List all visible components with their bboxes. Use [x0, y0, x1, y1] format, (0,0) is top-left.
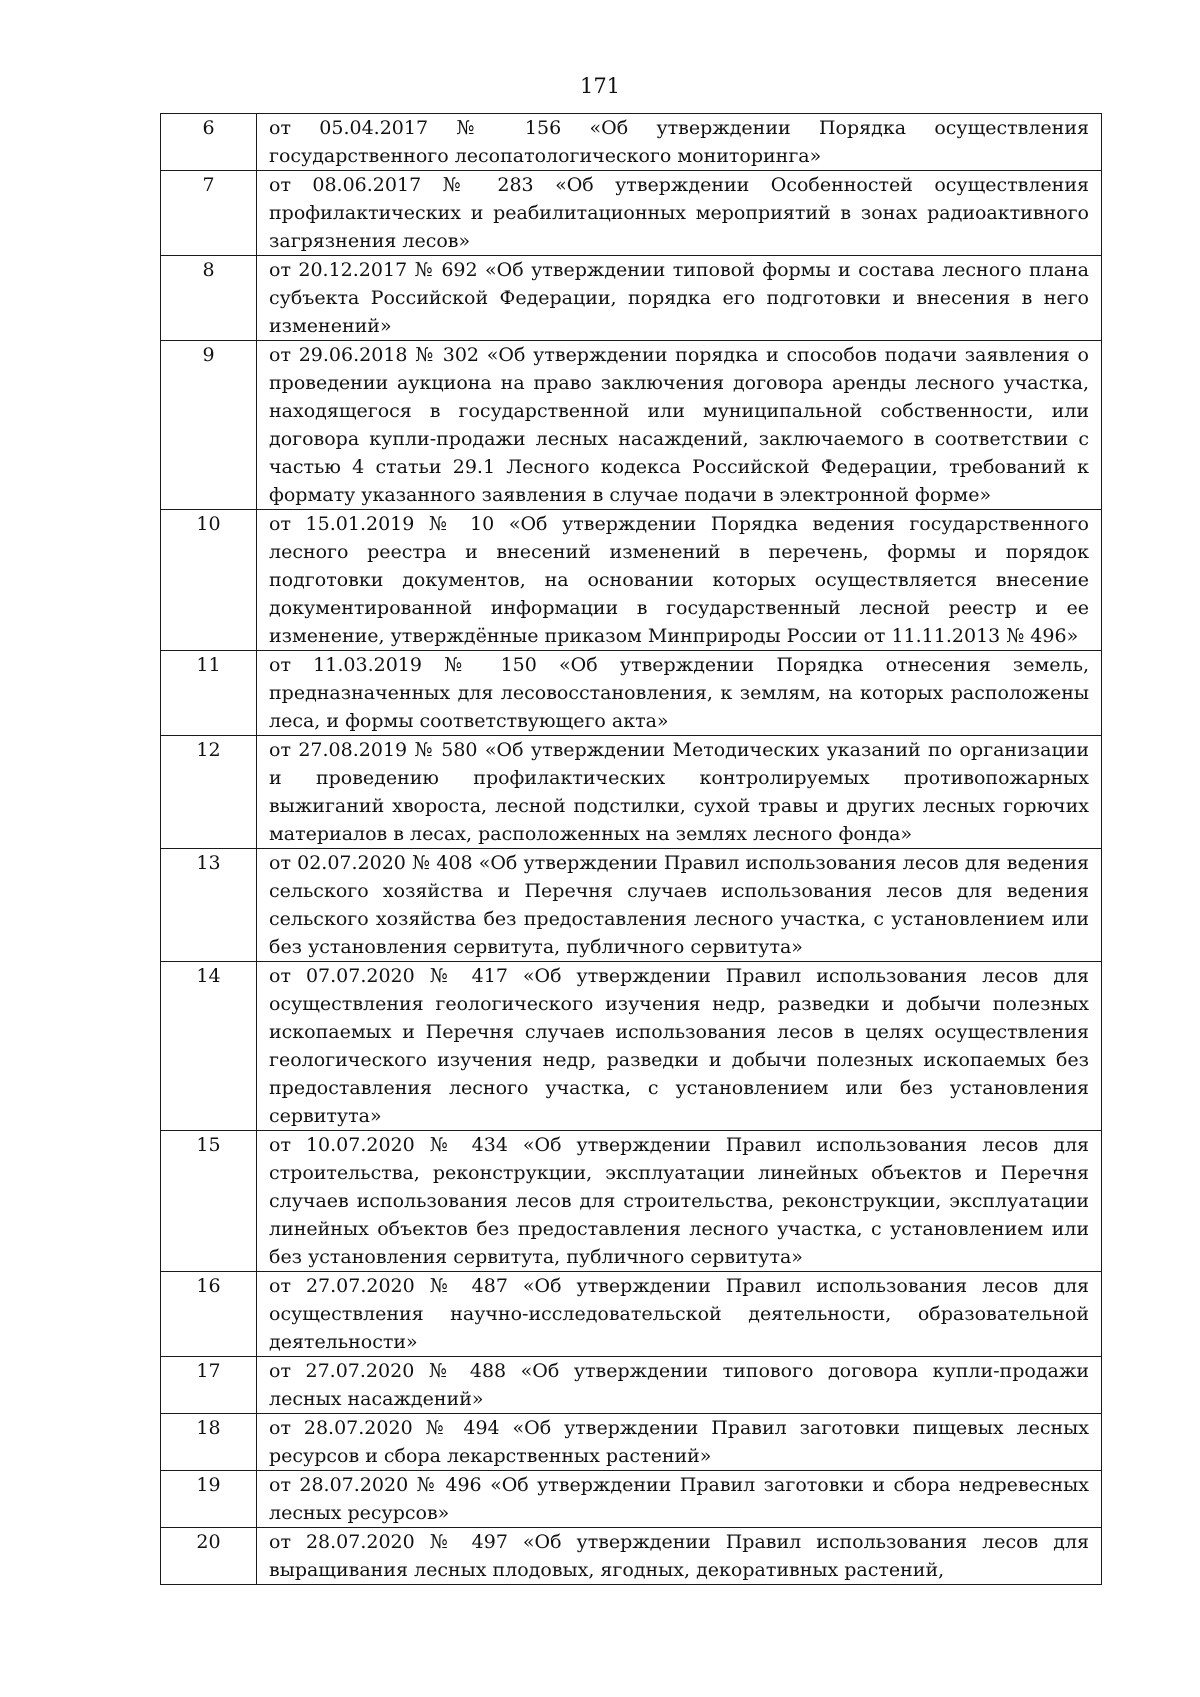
row-text: от 28.07.2020 № 494 «Об утверждении Правил заготовки пищевых лесных ресурсов и сбора лекарственных растений» — [257, 1414, 1102, 1471]
row-number: 17 — [161, 1357, 257, 1414]
row-number: 8 — [161, 256, 257, 341]
table-row — [161, 510, 1102, 651]
table-row — [161, 651, 1102, 736]
row-number: 10 — [161, 510, 257, 651]
row-text: от 29.06.2018 № 302 «Об утверждении порядка и способов подачи заявления о проведении аукциона на право заключения договора аренды лесного участка, находящегося в государственной или муниципальной собственности, или договора купли-продажи лесных насаждений, заключаемого в соответствии с частью 4 статьи 29.1 Лесного кодекса Российской Федерации, требований к формату указанного заявления в случае подачи в электронной форме» — [257, 341, 1102, 510]
row-text: от 20.12.2017 № 692 «Об утверждении типовой формы и состава лесного плана субъекта Российской Федерации, порядка его подготовки и внесения в него изменений» — [257, 256, 1102, 341]
row-text: от 10.07.2020 № 434 «Об утверждении Правил использования лесов для строительства, реконструкции, эксплуатации линейных объектов и Перечня случаев использования лесов для строительства, реконструкции, эксплуатации линейных объектов без предоставления лесного участка, с установлением или без установления сервитута, публичного сервитута» — [257, 1131, 1102, 1272]
table-row — [161, 1471, 1102, 1528]
row-text: от 28.07.2020 № 496 «Об утверждении Правил заготовки и сбора недревесных лесных ресурсов» — [257, 1471, 1102, 1528]
page-number: 171 — [579, 74, 621, 98]
table-row — [161, 114, 1102, 171]
row-text: от 15.01.2019 № 10 «Об утверждении Порядка ведения государственного лесного реестра и внесений изменений в перечень, формы и порядок подготовки документов, на основании которых осуществляется внесение документированной информации в государственный лесной реестр и ее изменение, утверждённые приказом Минприроды России от 11.11.2013 № 496» — [257, 510, 1102, 651]
row-number: 12 — [161, 736, 257, 849]
row-text: от 05.04.2017 № 156 «Об утверждении Порядка осуществления государственного лесопатологического мониторинга» — [257, 114, 1102, 171]
row-number: 9 — [161, 341, 257, 510]
table-row — [161, 256, 1102, 341]
row-text: от 02.07.2020 № 408 «Об утверждении Правил использования лесов для ведения сельского хозяйства и Перечня случаев использования лесов для ведения сельского хозяйства без предоставления лесного участка, с установлением или без установления сервитута, публичного сервитута» — [257, 849, 1102, 962]
row-number: 20 — [161, 1528, 257, 1585]
row-text: от 27.07.2020 № 487 «Об утверждении Правил использования лесов для осуществления научно-исследовательской деятельности, образовательной деятельности» — [257, 1272, 1102, 1357]
row-number: 19 — [161, 1471, 257, 1528]
table-row — [161, 171, 1102, 256]
table-row — [161, 849, 1102, 962]
table-row — [161, 1357, 1102, 1414]
row-number: 7 — [161, 171, 257, 256]
table-row — [161, 1131, 1102, 1272]
row-text: от 27.07.2020 № 488 «Об утверждении типового договора купли-продажи лесных насаждений» — [257, 1357, 1102, 1414]
row-number: 18 — [161, 1414, 257, 1471]
table-row — [161, 736, 1102, 849]
row-text: от 28.07.2020 № 497 «Об утверждении Правил использования лесов для выращивания лесных плодовых, ягодных, декоративных растений, — [257, 1528, 1102, 1585]
row-text: от 11.03.2019 № 150 «Об утверждении Порядка отнесения земель, предназначенных для лесовосстановления, к землям, на которых расположены леса, и формы соответствующего акта» — [257, 651, 1102, 736]
table-row — [161, 341, 1102, 510]
row-number: 16 — [161, 1272, 257, 1357]
row-text: от 27.08.2019 № 580 «Об утверждении Методических указаний по организации и проведению профилактических контролируемых противопожарных выжиганий хвороста, лесной подстилки, сухой травы и других лесных горючих материалов в лесах, расположенных на землях лесного фонда» — [257, 736, 1102, 849]
row-text: от 08.06.2017 № 283 «Об утверждении Особенностей осуществления профилактических и реабилитационных мероприятий в зонах радиоактивного загрязнения лесов» — [257, 171, 1102, 256]
row-text: от 07.07.2020 № 417 «Об утверждении Правил использования лесов для осуществления геологического изучения недр, разведки и добычи полезных ископаемых и Перечня случаев использования лесов в целях осуществления геологического изучения недр, разведки и добычи полезных ископаемых без предоставления лесного участка, с установлением или без установления сервитута» — [257, 962, 1102, 1131]
row-number: 13 — [161, 849, 257, 962]
table-row — [161, 962, 1102, 1131]
table-row — [161, 1414, 1102, 1471]
table-row — [161, 1272, 1102, 1357]
row-number: 15 — [161, 1131, 257, 1272]
row-number: 14 — [161, 962, 257, 1131]
document-table — [160, 113, 1102, 1585]
row-number: 6 — [161, 114, 257, 171]
table-row — [161, 1528, 1102, 1585]
row-number: 11 — [161, 651, 257, 736]
